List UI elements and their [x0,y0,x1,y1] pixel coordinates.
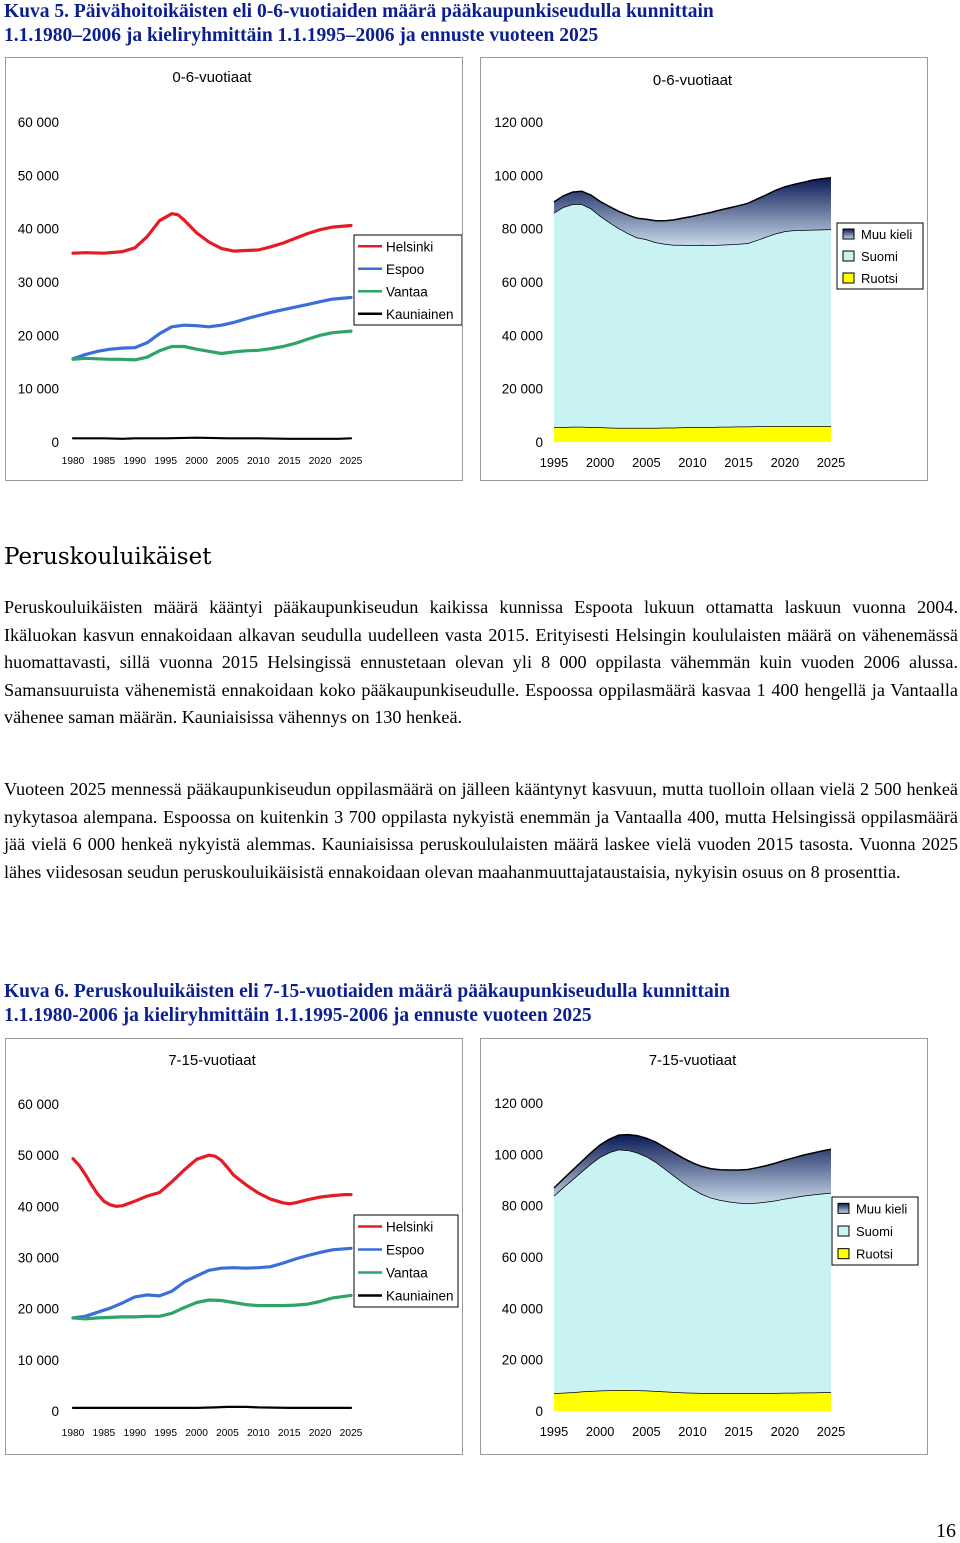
fig6_right-ytick-label: 20 000 [501,1352,543,1368]
fig6_right-ytick-label: 80 000 [501,1198,543,1214]
fig6_left-legend-label-helsinki: Helsinki [386,1219,434,1235]
fig5_left-ytick-label: 0 [51,435,59,450]
fig6_left-ytick-label: 40 000 [17,1199,59,1215]
fig6_right-legend [832,1197,918,1265]
fig6_left-series-helsinki [73,1155,351,1206]
fig6_left-ytick-label: 60 000 [17,1097,59,1112]
figure6-title-line-2: 1.1.1980-2006 ja kieliryhmittäin 1.1.1995-2006 ja ennuste vuoteen 2025 [4,1005,592,1026]
fig6_right-legend-label-ruotsi: Ruotsi [856,1246,893,1262]
fig5_left-ytick-label: 20 000 [17,328,59,344]
fig5_right-ytick-label: 20 000 [501,381,543,397]
fig6-left-chart-panel [5,1038,463,1455]
fig5_left-xtick-label: 2010 [246,456,270,467]
fig6_left-ytick-label: 50 000 [17,1148,59,1164]
fig5_left-xtick-label: 2015 [277,456,301,467]
fig6_left-xtick-label: 1980 [61,1428,85,1439]
fig5_left-legend-label-kauniainen: Kauniainen [386,306,454,322]
fig5_left-legend-label-vantaa: Vantaa [386,284,428,300]
fig6_left-xtick-label: 2005 [216,1428,239,1439]
fig6_left-series-kauniainen [73,1407,351,1408]
fig5_left-ytick-label: 10 000 [17,381,59,397]
fig5_left-legend-label-helsinki: Helsinki [386,239,434,255]
fig5_left-ytick-label: 40 000 [17,221,59,237]
fig5_right-legend-label-suomi: Suomi [861,249,898,264]
fig5_right-xtick-label: 2015 [724,455,753,470]
fig6_left-ytick-label: 30 000 [17,1250,59,1266]
fig6_left-legend-label-espoo: Espoo [386,1242,425,1258]
fig6_right-xtick-label: 1995 [539,1424,569,1439]
fig6_right-legend-swatch-suomi [838,1226,849,1236]
fig5_left-ytick-label: 60 000 [17,115,59,130]
fig5_right-ytick-label: 60 000 [501,275,543,290]
fig5_left-xtick-label: 2005 [216,456,239,467]
fig5_right-ytick-label: 120 000 [494,115,543,130]
fig5_left-xtick-label: 1980 [61,456,85,467]
fig5_right-legend-label-muu: Muu kieli [861,227,913,242]
fig6_right-ytick-label: 100 000 [494,1147,543,1163]
fig5_left-ytick-label: 30 000 [17,275,59,290]
fig5_left-xtick-label: 1985 [92,456,116,467]
fig5_right-xtick-label: 1995 [539,455,569,470]
fig5_right-ytick-label: 80 000 [501,221,543,237]
fig6_right-ytick-label: 120 000 [494,1096,543,1111]
fig6_right-ytick-label: 60 000 [501,1250,543,1265]
fig5_left-xtick-label: 1990 [123,456,147,467]
fig5_left-series-kauniainen [73,438,351,439]
fig5_right-legend-swatch-muu [843,229,854,239]
fig5_right-xtick-label: 2025 [816,455,846,470]
fig6_left-xtick-label: 1990 [123,1428,147,1439]
fig5_right-legend [837,223,923,289]
paragraph-2: Vuoteen 2025 mennessä pääkaupunkiseudun oppilasmäärä on jälleen kääntynyt kasvuun, mutta tuolloin ollaan vielä 2 500 henkeä nykytasoa alempana. Espoossa on kuitenkin 3 700 oppilasta nykyistä enemmän ja Vantaalla 400, mutta Helsingissä oppilasmäärä jää vielä 6 000 henkeä nykyistä alemmas. Kauniaisissa peruskoululaisten määrä laskee vielä vuoden 2015 tasosta. Vuonna 2025 lähes viidesosan seudun peruskouluikäisistä ennakoidaan olevan maahanmuuttajataustaisia, nykyisin osuus on 8 prosenttia. [4,779,958,882]
fig6_left-xtick-label: 2000 [185,1428,208,1439]
fig5_right-ytick-label: 100 000 [494,168,543,184]
fig6-left-chart [6,1039,462,1454]
fig6_left-xtick-label: 2010 [246,1428,270,1439]
fig6_left-xtick-label: 2025 [339,1428,363,1439]
fig5_right-xtick-label: 2000 [585,455,615,470]
fig6_left-xtick-label: 2020 [308,1428,332,1439]
paragraph-1: Peruskouluikäisten määrä kääntyi pääkaupunkiseudun kaikissa kunnissa Espoota lukuun ottamatta laskuun vuonna 2004. Ikäluokan kasvun ennakoidaan alkavan seudulla uudelleen vasta 2015. Erityisesti Helsingin koululaisten määrä on vähenemässä huomattavasti, sillä vuonna 2015 Helsingissä ennustetaan olevan yli 8 000 oppilasta vähemmän kuin vuoden 2006 alussa. Samansuuruista vähenemistä ennakoidaan koko pääkaupunkiseudulle. Espoossa oppilasmäärä kasvaa 1 400 hengellä ja Vantaalla vähenee saman määrän. Kauniaisissa vähennys on 130 henkeä. [4,597,958,727]
figure5-title [4,0,714,48]
fig6_left-legend-label-kauniainen: Kauniainen [386,1288,454,1304]
fig6_right-xtick-label: 2015 [724,1424,753,1439]
fig5_left-ytick-label: 50 000 [17,168,59,184]
fig6_left-ytick-label: 20 000 [17,1301,59,1317]
fig6_left-legend [354,1215,458,1307]
fig5-left-chart [6,58,462,480]
fig6_right-legend-swatch-muu [838,1203,849,1213]
fig5_right-legend-swatch-suomi [843,251,854,261]
fig6_right-ytick-label: 0 [535,1404,543,1419]
fig6_left-chart-title: 7-15-vuotiaat [168,1052,256,1069]
fig5-left-chart-panel [5,57,463,481]
fig6_right-xtick-label: 2005 [632,1424,661,1439]
fig6_left-xtick-label: 1985 [92,1428,116,1439]
section-heading: Peruskouluikäiset [4,544,212,570]
figure6-title-line-1: Kuva 6. Peruskouluikäisten eli 7-15-vuotiaiden määrä pääkaupunkiseudulla kunnittain [4,981,731,1002]
fig6_left-series-espoo [73,1248,351,1318]
fig6-right-chart [481,1039,927,1454]
fig5_left-series-helsinki [73,214,351,254]
fig6_left-legend-label-vantaa: Vantaa [386,1265,428,1281]
fig5_left-legend [354,235,462,325]
fig5_right-xtick-label: 2020 [770,455,800,470]
fig5_right-legend-label-ruotsi: Ruotsi [861,271,898,286]
fig5_left-series-espoo [73,298,351,359]
fig6-right-chart-panel [480,1038,928,1455]
fig6_left-ytick-label: 0 [51,1404,59,1419]
fig6_right-xtick-label: 2025 [816,1424,846,1439]
fig5_right-area-ruotsi [554,426,831,442]
fig6_right-legend-label-muu: Muu kieli [856,1201,908,1217]
fig5_left-xtick-label: 2000 [185,456,208,467]
fig6_left-xtick-label: 2015 [277,1428,301,1439]
fig5-right-chart-panel [480,57,928,481]
figure5-title-line-1: Kuva 5. Päivähoitoikäisten eli 0-6-vuotiaiden määrä pääkaupunkiseudulla kunnittain [4,1,714,22]
fig6_right-legend-swatch-ruotsi [838,1249,849,1259]
fig6_right-xtick-label: 2010 [678,1424,707,1439]
fig6_right-xtick-label: 2020 [770,1424,800,1439]
fig5_right-chart-title: 0-6-vuotiaat [652,72,733,89]
fig6_left-ytick-label: 10 000 [17,1352,59,1368]
fig5_right-ytick-label: 0 [535,435,543,450]
fig6_right-legend-label-suomi: Suomi [856,1224,893,1239]
figure6-title [4,980,730,1028]
fig5_left-xtick-label: 1995 [154,456,178,467]
fig5_left-xtick-label: 2020 [308,456,332,467]
fig6_left-xtick-label: 1995 [154,1428,178,1439]
fig5-right-chart [481,58,927,480]
fig6_right-ytick-label: 40 000 [501,1301,543,1317]
fig5_left-legend-label-espoo: Espoo [386,261,425,277]
fig5_left-chart-title: 0-6-vuotiaat [172,69,252,86]
fig5_left-series-vantaa [73,331,351,360]
fig6_right-chart-title: 7-15-vuotiaat [648,1052,737,1069]
fig5_right-xtick-label: 2005 [632,455,661,470]
fig5_right-ytick-label: 40 000 [501,328,543,344]
fig6_right-xtick-label: 2000 [585,1424,615,1439]
page-number: 16 [936,1520,956,1542]
fig5_left-xtick-label: 2025 [339,456,363,467]
fig5_right-xtick-label: 2010 [678,455,707,470]
fig5_right-legend-swatch-ruotsi [843,273,854,283]
figure5-title-line-2: 1.1.1980–2006 ja kieliryhmittäin 1.1.1995–2006 ja ennuste vuoteen 2025 [4,25,599,46]
